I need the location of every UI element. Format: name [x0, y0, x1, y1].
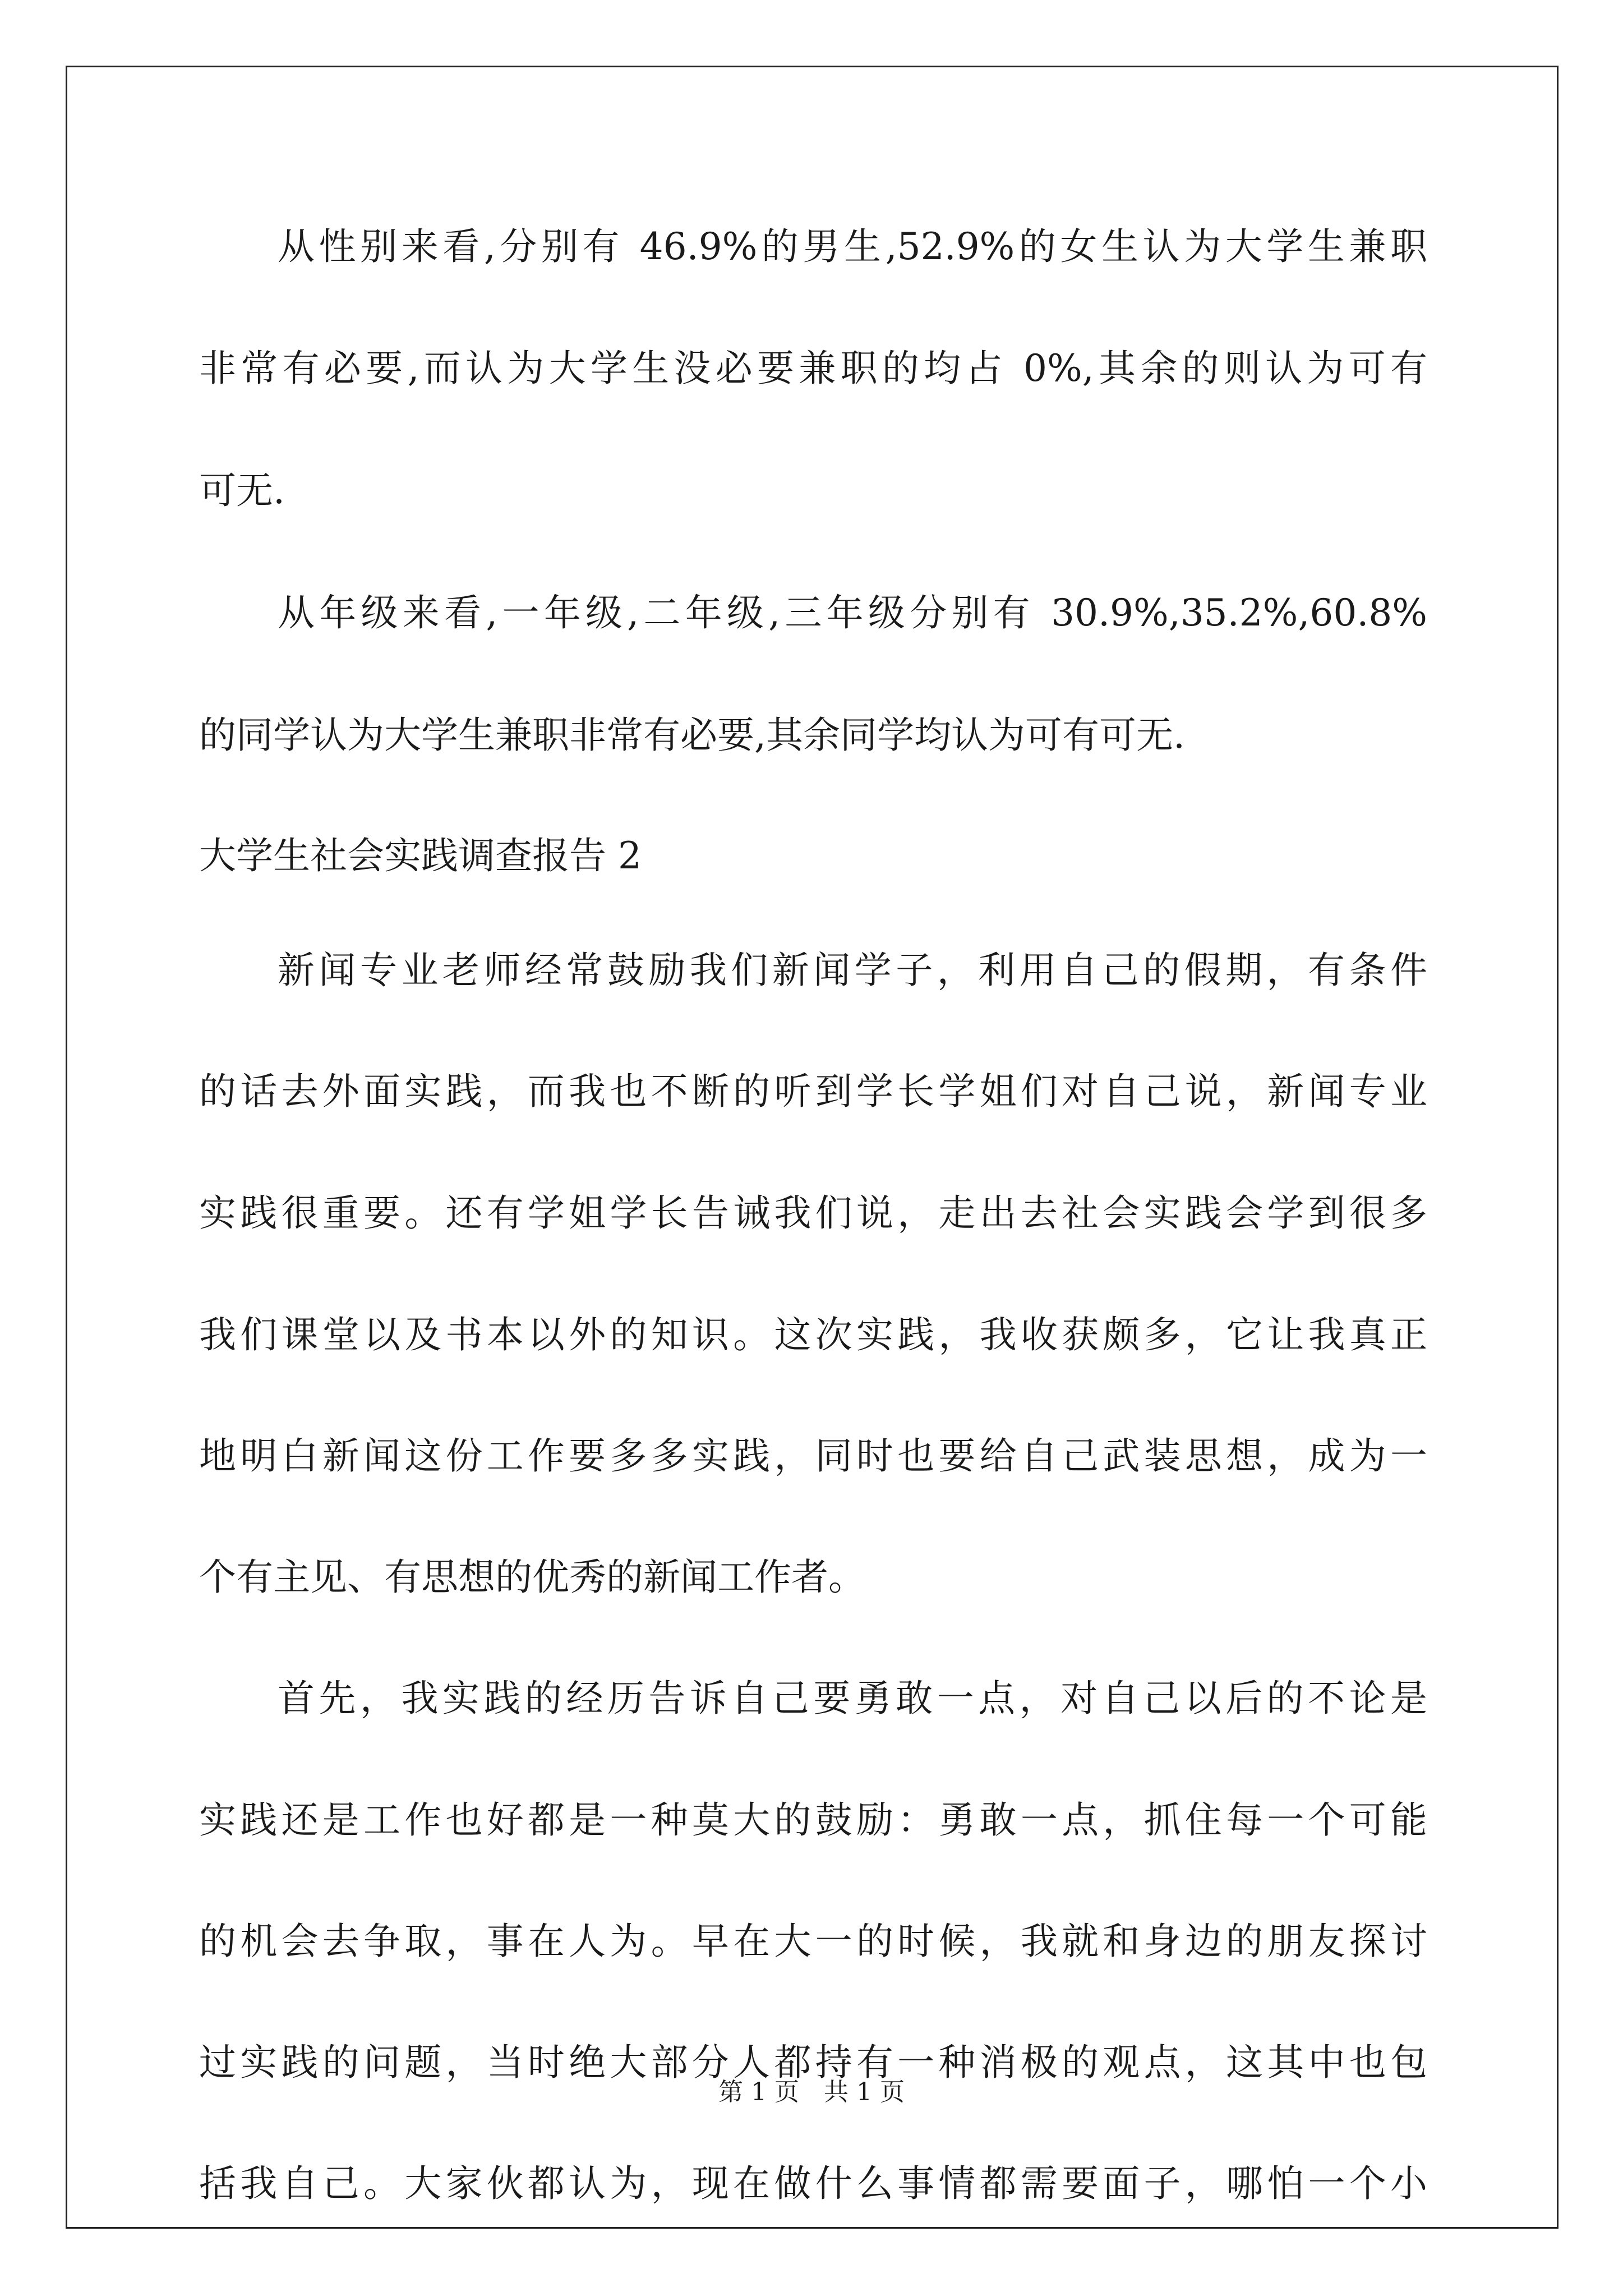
paragraph-line: 的同学认为大学生兼职非常有必要,其余同学均认为可有可无. — [199, 714, 1185, 757]
paragraph-line: 个有主见、有思想的优秀的新闻工作者。 — [199, 1556, 865, 1599]
paragraph-line: 括我自己。大家伙都认为，现在做什么事情都需要面子，哪怕一个小 — [199, 2162, 1427, 2205]
paragraph-line: 首先，我实践的经历告诉自己要勇敢一点，对自己以后的不论是 — [278, 1677, 1427, 1720]
paragraph-line: 我们课堂以及书本以外的知识。这次实践，我收获颇多，它让我真正 — [199, 1313, 1427, 1356]
paragraph-line: 非常有必要,而认为大学生没必要兼职的均占 0%,其余的则认为可有 — [199, 347, 1427, 390]
paragraph-line: 从性别来看,分别有 46.9%的男生,52.9%的女生认为大学生兼职 — [278, 225, 1427, 268]
paragraph-line: 过实践的问题，当时绝大部分人都持有一种消极的观点，这其中也包 — [199, 2041, 1427, 2084]
paragraph-line: 实践还是工作也好都是一种莫大的鼓励：勇敢一点，抓住每一个可能 — [199, 1798, 1427, 1842]
section-heading: 大学生社会实践调查报告 2 — [199, 834, 642, 877]
paragraph-line: 从年级来看,一年级,二年级,三年级分别有 30.9%,35.2%,60.8% — [278, 591, 1427, 634]
paragraph-line: 新闻专业老师经常鼓励我们新闻学子，利用自己的假期，有条件 — [278, 949, 1427, 992]
paragraph-line: 地明白新闻这份工作要多多实践，同时也要给自己武装思想，成为一 — [199, 1434, 1427, 1478]
paragraph-line: 实践很重要。还有学姐学长告诫我们说，走出去社会实践会学到很多 — [199, 1191, 1427, 1235]
paragraph-line: 的机会去争取，事在人为。早在大一的时候，我就和身边的朋友探讨 — [199, 1920, 1427, 1963]
page-number-footer: 第 1 页 共 1 页 — [718, 2078, 905, 2106]
paragraph-line: 可无. — [199, 469, 285, 512]
paragraph-line: 的话去外面实践，而我也不断的听到学长学姐们对自己说，新闻专业 — [199, 1070, 1427, 1113]
